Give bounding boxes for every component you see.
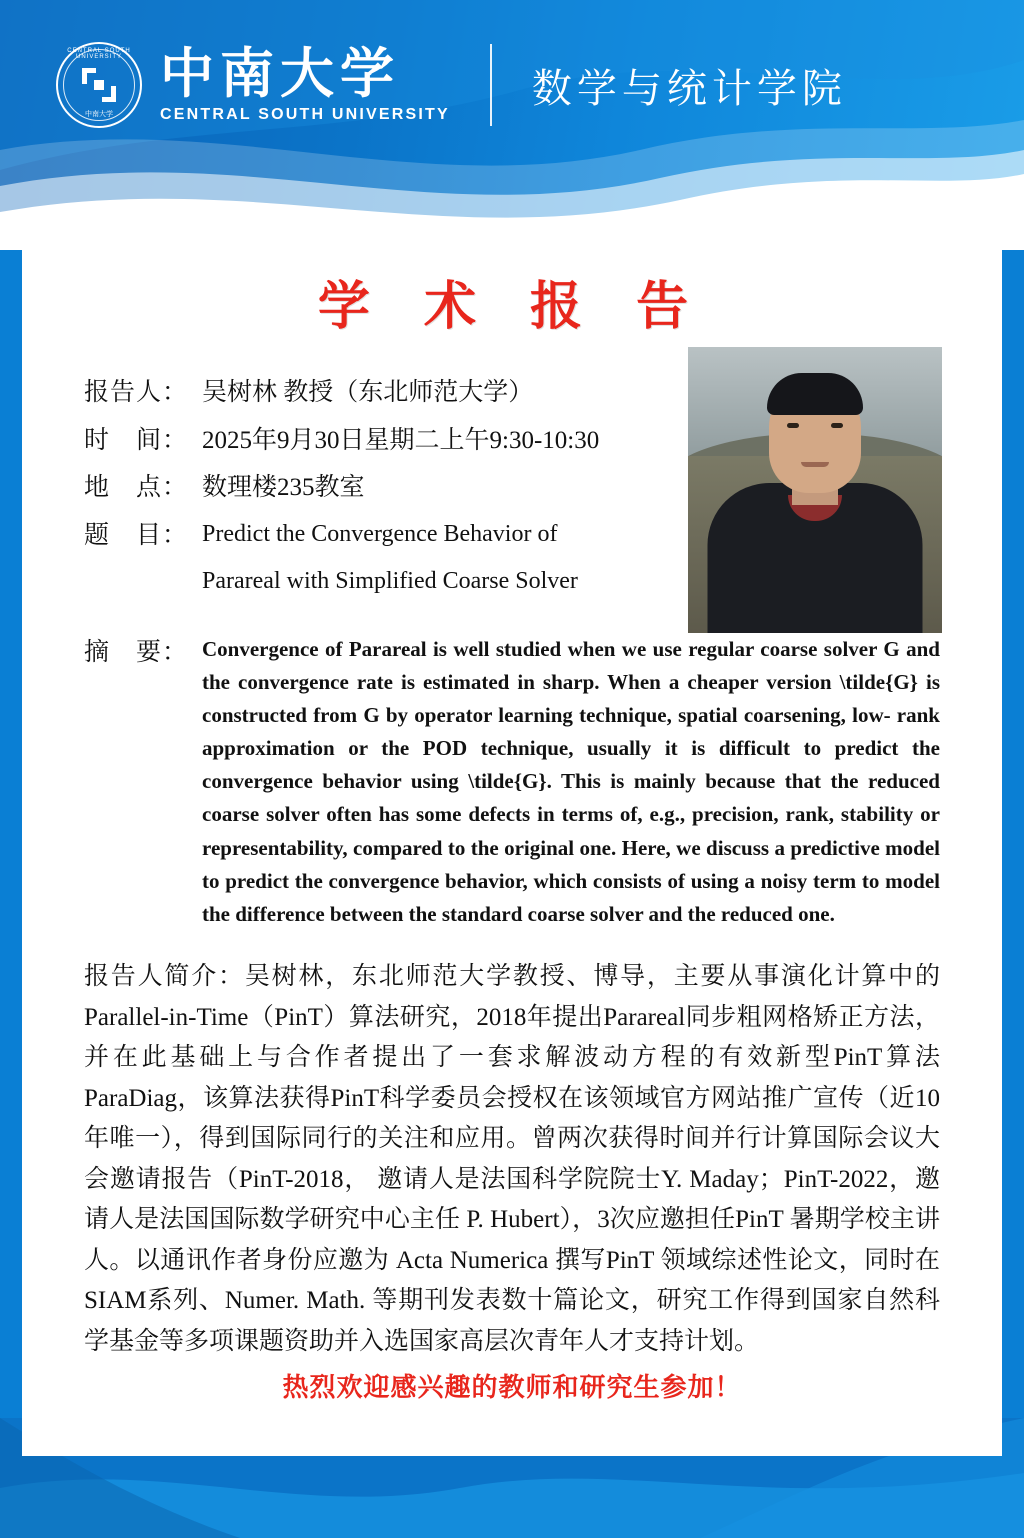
info-row-location	[84, 464, 684, 512]
info-row-speaker	[84, 369, 684, 417]
info-value-topic-line2: Parareal with Simplified Coarse Solver	[202, 568, 578, 594]
university-name-en: CENTRAL SOUTH UNIVERSITY	[160, 106, 450, 124]
university-name-block	[160, 41, 450, 125]
seal-emblem-icon	[82, 68, 116, 102]
welcome-note: 热烈欢迎感兴趣的教师和研究生参加！	[282, 1373, 742, 1403]
info-value-time: 2025年9月30日星期二上午9:30-10:30	[202, 426, 600, 454]
info-value-topic-line1: Predict the Convergence Behavior of	[202, 520, 558, 547]
university-seal-icon	[56, 42, 142, 128]
brand-logo-row	[56, 42, 847, 128]
speaker-bio: 报告人简介：吴树林，东北师范大学教授、博导，主要从事演化计算中的Parallel-in-Time（PinT）算法研究，2018年提出Parareal同步粗网格矫正方法，并在此基础上与合作者提出了一套求解波动方程的有效新型PinT算法ParaDiag，该算法获得PinT科学委员会授权在该领域官方网站推广宣传（近10年唯一），得到国际同行的关注和应用。曾两次获得时间并行计算国际会议大会邀请报告（PinT-2018， 邀请人是法国科学院院士Y. Maday；PinT-2022，邀请人是法国国际数学研究中心主任 P. Hubert），3次应邀担任PinT 暑期学校主讲人。以通讯作者身份应邀为 Acta Numerica 撰写PinT 领域综述性论文，同时在SIAM系列、Numer. Math. 等期刊发表数十篇论文，研究工作得到国家自然科学基金等多项课题资助并入选国家高层次青年人才支持计划。	[84, 963, 940, 1355]
abstract-text: Convergence of Parareal is well studied when we use regular coarse solver G and the convergence rate is estimated in sharp. When a cheaper version \tilde{G} is constructed from G by operator learning technique, spatial coarsening, low- rank approximation or the POD technique, usually it is difficult to predict the convergence behavior using \tilde{G}. This is mainly because that the reduced coarse solver often has some defects in terms of, e.g., precision, rank, stability or representability, compared to the original one. Here, we discuss a predictive model to predict the convergence behavior, which consists of using a noisy term to model the difference between the standard coarse solver and the reduced one.	[202, 636, 940, 926]
university-name-cn: 中南大学	[160, 41, 400, 105]
page-title: 学 术 报 告	[317, 277, 707, 337]
info-label-speaker: 报告人：	[84, 379, 189, 406]
info-value-speaker: 吴树林 教授（东北师范大学）	[202, 379, 534, 406]
seal-top-text: CENTRAL SOUTH UNIVERSITY	[67, 48, 131, 60]
abstract-label: 摘 要：	[84, 638, 189, 666]
poster-header	[0, 0, 1024, 250]
school-name-cn: 数学与统计学院	[531, 65, 847, 112]
info-label-topic: 题 目：	[84, 521, 189, 549]
event-info-list	[84, 369, 684, 607]
header-divider	[490, 44, 492, 126]
info-row-topic-continued	[84, 559, 684, 607]
abstract-block	[84, 633, 940, 932]
info-row-topic	[84, 512, 684, 560]
seal-bottom-text: 中南大学	[85, 111, 113, 118]
info-row-time	[84, 417, 684, 465]
info-label-time: 时 间：	[84, 426, 189, 454]
content-card	[22, 238, 1002, 1456]
speaker-photo	[688, 347, 942, 633]
info-value-location: 数理楼235教室	[202, 474, 365, 501]
info-label-location: 地 点：	[84, 474, 189, 501]
poster-body	[22, 339, 1002, 1362]
